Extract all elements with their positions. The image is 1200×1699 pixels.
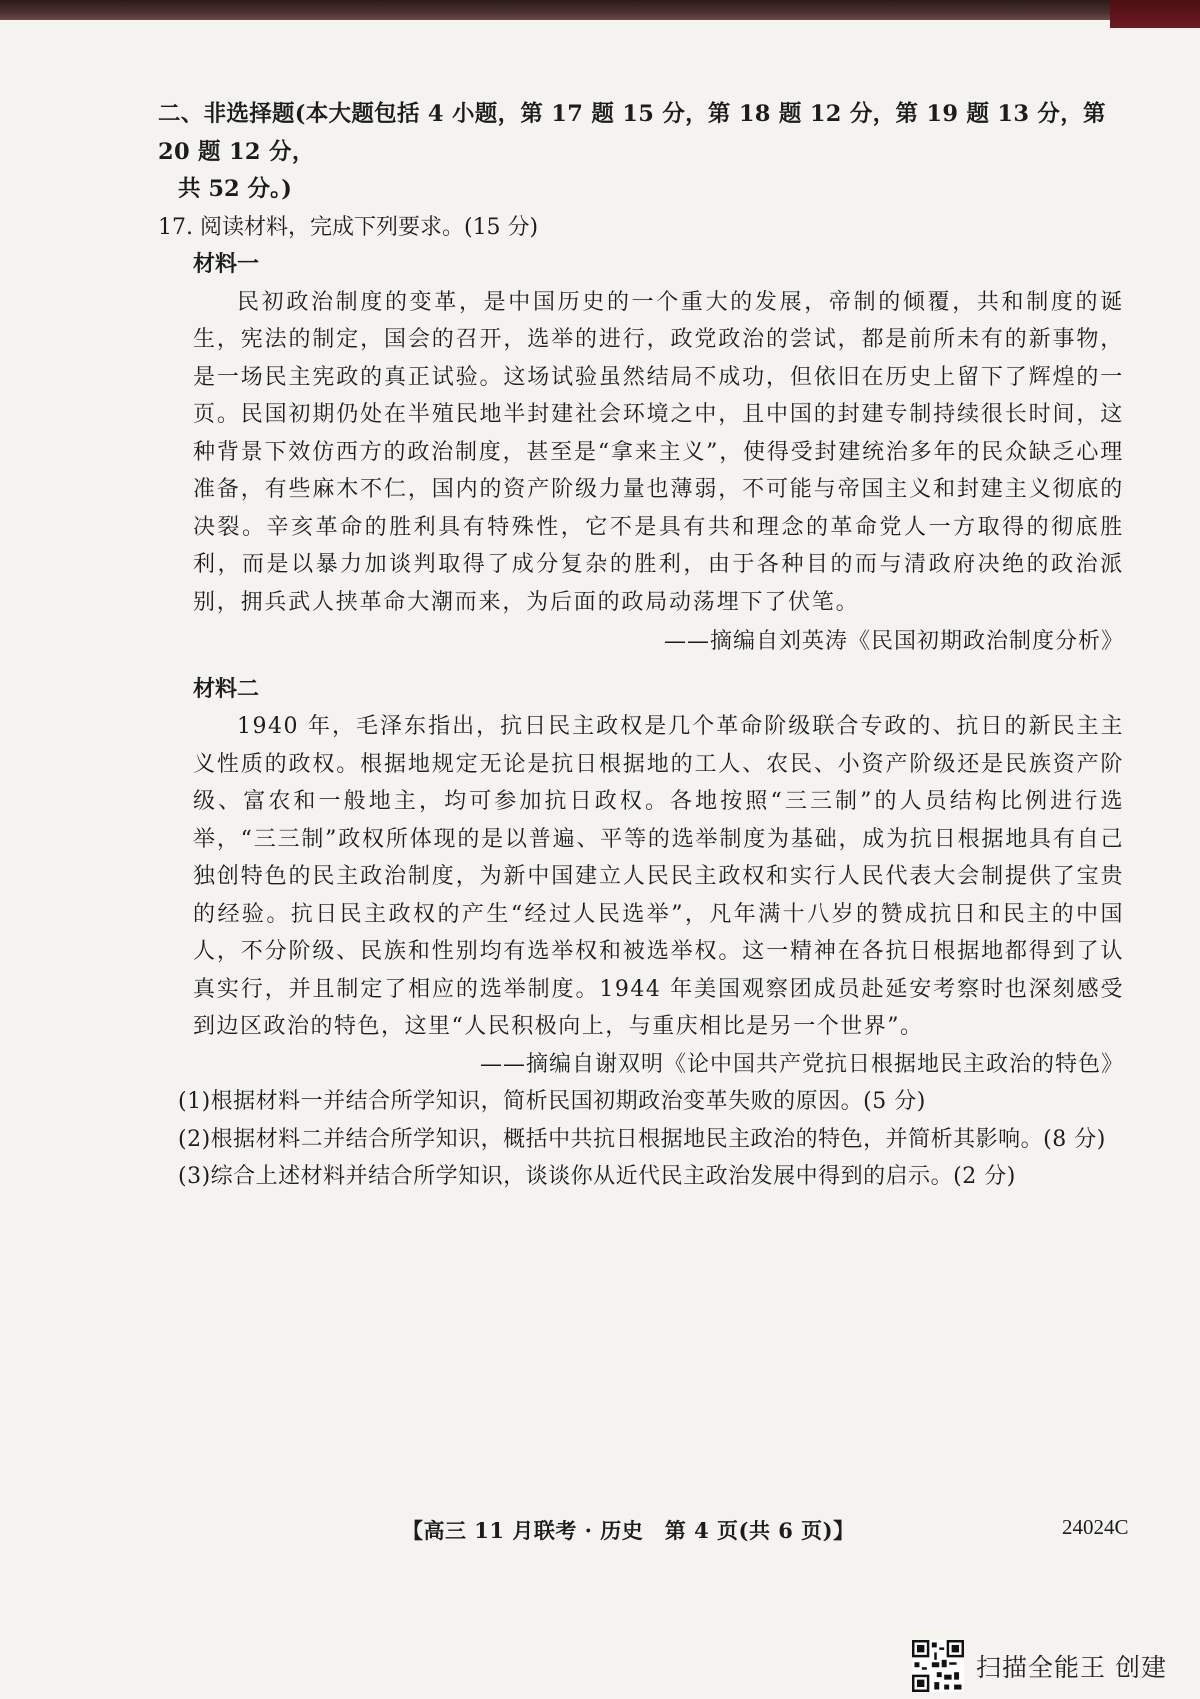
section-title-line2: 共 52 分。) [178,176,292,202]
material2-text: 1940 年，毛泽东指出，抗日民主政权是几个革命阶级联合专政的、抗日的新民主主义性质的政权。根据地规定无论是抗日根据地的工人、农民、小资产阶级还是民族资产阶级、富农和一般地主，均可参加抗日政权。各地按照“三三制”的人员结构比例进行选举，“三三制”政权所体现的是以普遍、平等的选举制度为基础，成为抗日根据地具有自己独创特色的民主政治制度，为新中国建立人民民主政权和实行人民代表大会制提供了宝贵的经验。抗日民主政权的产生“经过人民选举”，凡年满十八岁的赞成抗日和民主的中国人，不分阶级、民族和性别均有选举权和被选举权。这一精神在各抗日根据地都得到了认真实行，并且制定了相应的选举制度。1944 年美国观察团成员赴延安考察时也深刻感受到边区政治的特色，这里“人民积极向上，与重庆相比是另一个世界”。 [193,714,1124,1039]
page-footer [0,1515,1200,1555]
scanner-watermark: 扫描全能王 创建 [976,1653,1167,1682]
material2-heading: 材料二 [193,675,260,702]
subquestion-3: (3)综合上述材料并结合所学知识，谈谈你从近代民主政治发展中得到的启示。(2 分) [178,1164,1016,1189]
subquestion-2: (2)根据材料二并结合所学知识，概括中共抗日根据地民主政治的特色，并简析其影响。(8 分) [178,1126,1106,1152]
material2-source: ——摘编自谢双明《论中国共产党抗日根据地民主政治的特色》 [479,1051,1124,1077]
material1-heading: 材料一 [193,251,260,277]
footer-page-label: 【高三 11 月联考 · 历史 第 4 页(共 6 页)】 [402,1518,855,1543]
scan-top-corner [1110,0,1200,28]
material1-source: ——摘编自刘英涛《民国初期政治制度分析》 [663,629,1124,654]
subquestion-1: (1)根据材料一并结合所学知识，简析民国初期政治变革失败的原因。(5 分) [178,1089,926,1114]
question-title: 17. 阅读材料，完成下列要求。(15 分) [158,214,539,240]
footer-code: 24024C [1062,1515,1129,1539]
section-title-line1: 二、非选择题(本大题包括 4 小题，第 17 题 15 分，第 18 题 12 分，第 19 题 13 分，第 20 题 12 分， [158,101,1106,165]
qr-code-icon [912,1640,964,1692]
scan-top-edge [0,0,1200,20]
page-content [158,96,1124,1196]
material1-text: 民初政治制度的变革，是中国历史的一个重大的发展，帝制的倾覆，共和制度的诞生，宪法的制定，国会的召开，选举的进行，政党政治的尝试，都是前所未有的新事物，是一场民主宪政的真正试验。这场试验虽然结局不成功，但依旧在历史上留下了辉煌的一页。民国初期仍处在半殖民地半封建社会环境之中，且中国的封建专制持续很长时间，这种背景下效仿西方的政治制度，甚至是“拿来主义”，使得受封建统治多年的民众缺乏心理准备，有些麻木不仁，国内的资产阶级力量也薄弱，不可能与帝国主义和封建主义彻底的决裂。辛亥革命的胜利具有特殊性，它不是具有共和理念的革命党人一方取得的彻底胜利，而是以暴力加谈判取得了成分复杂的胜利，由于各种目的而与清政府决绝的政治派别，拥兵武人挟革命大潮而来，为后面的政局动荡埋下了伏笔。 [193,289,1124,615]
